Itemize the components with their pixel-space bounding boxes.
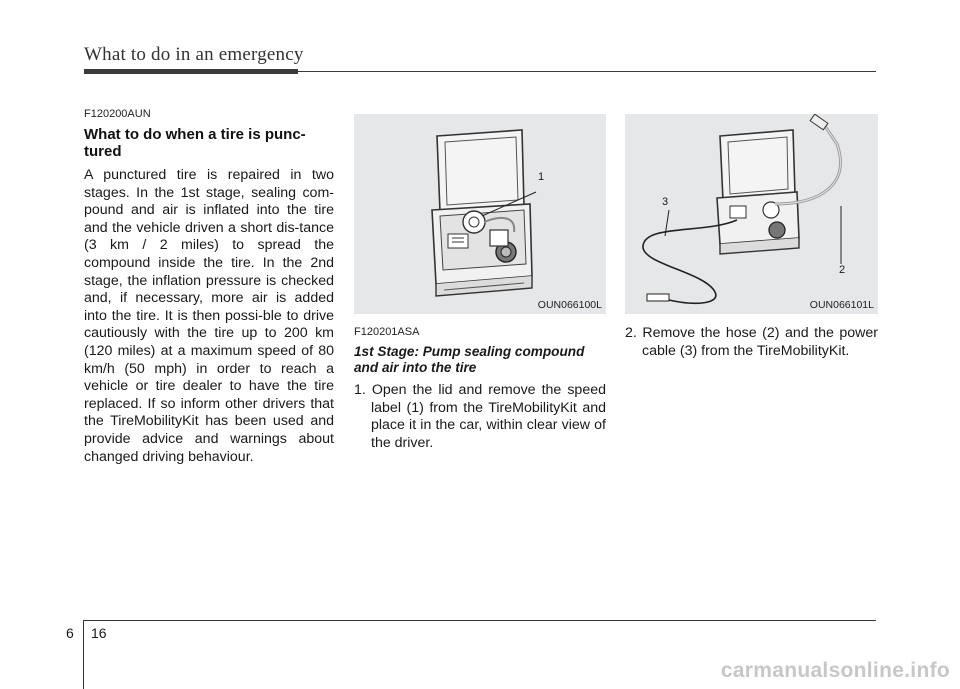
footer-rule <box>84 620 876 621</box>
figure-hose-cable <box>625 114 878 314</box>
chapter-number: 6 <box>66 625 74 641</box>
tire-mobility-kit-illustration <box>354 114 606 314</box>
column-middle <box>354 108 606 452</box>
section-code: F120200AUN <box>84 108 151 120</box>
callout-2: 2 <box>839 264 846 276</box>
figure-caption: OUN066100L <box>537 299 602 311</box>
step-2: 2. Remove the hose (2) and the power cable (3) from the TireMobilityKit. <box>625 325 878 359</box>
header-rule-thick <box>84 69 298 74</box>
column-left <box>84 108 334 466</box>
stage-subheading: 1st Stage: Pump sealing compound and air into the tire <box>354 344 585 375</box>
figure-open-kit <box>354 114 606 314</box>
footer-divider <box>83 620 84 689</box>
page-number: 16 <box>91 625 107 641</box>
section-code: F120201ASA <box>354 326 420 338</box>
watermark: carmanualsonline.info <box>720 659 950 682</box>
figure-caption: OUN066101L <box>809 299 874 311</box>
section-title: What to do in an emergency <box>84 44 304 65</box>
column-right <box>625 108 878 360</box>
header-rule-thin <box>298 71 876 72</box>
step-1: 1. Open the lid and remove the speed label (1) from the TireMobilityKit and place it in the car, within clear view of the driver. <box>354 382 606 451</box>
section-paragraph: A punctured tire is repaired in two stages. In the 1st stage, sealing com-pound and air is inflated into the tire and the vehicle driven a short dis-tance (3 km / 2 miles) to spread the compound inside the tire. In the 2nd stage, the inflation pressure is checked and, if necessary, more air is added into the tire. It is then possi-ble to drive cautiously with the tire up to 200 km (120 miles) at a maximum speed of 80 km/h (50 mph) in order to reach a vehicle or tire dealer to have the tire replaced. If so inform other drivers that the TireMobilityKit has been used and provide advice and warnings about changed driving behaviour. <box>84 167 334 465</box>
tire-mobility-kit-hose-illustration <box>625 114 878 314</box>
callout-1: 1 <box>538 171 545 183</box>
callout-3: 3 <box>662 196 669 208</box>
section-heading: What to do when a tire is punc-tured <box>84 126 306 160</box>
